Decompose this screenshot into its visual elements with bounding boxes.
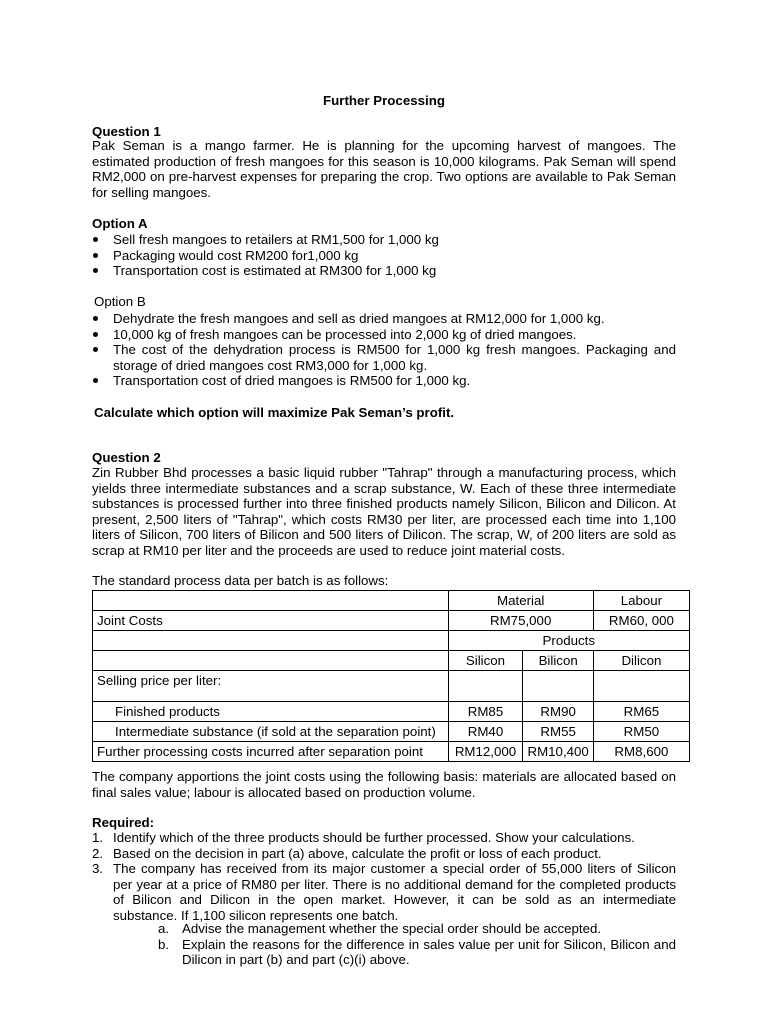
item-text: Advise the management whether the special order should be accepted. (182, 921, 602, 936)
list-item: Dehydrate the fresh mangoes and sell as dried mangoes at RM12,000 for 1,000 kg. (92, 311, 676, 327)
list-item: The cost of the dehydration process is RM500 for 1,000 kg fresh mangoes. Packaging and storage of dried mangoes cost RM3,000 for 1,000 kg. (92, 342, 676, 373)
table-cell (93, 591, 449, 611)
table-cell (93, 651, 449, 671)
table-intro: The standard process data per batch is as follows: (92, 573, 389, 588)
item-text: Explain the reasons for the difference in sales value per unit for Silicon, Bilicon and Dilicon in part (b) and part (c)(i) above. (182, 936, 676, 967)
table-cell: RM12,000 (448, 742, 523, 762)
process-data-table (92, 590, 690, 762)
item-number: 2. (92, 845, 104, 861)
row-label: Further processing costs incurred after separation point (93, 742, 449, 762)
question-1-intro: Pak Seman is a mango farmer. He is planning for the upcoming harvest of mangoes. The estimated production of fresh mangoes for this season is 10,000 kilograms. Pak Seman will spend RM2,000 on pre-harvest expenses for preparing the crop. Two options are available to Pak Seman for selling mangoes. (92, 138, 676, 200)
option-b-heading: Option B (94, 294, 146, 309)
list-item: Transportation cost of dried mangoes is RM500 for 1,000 kg. (92, 373, 676, 389)
sub-question-item (158, 921, 676, 937)
table-row (93, 742, 690, 762)
joint-labour-cost: RM60, 000 (593, 611, 689, 631)
product-bilicon: Bilicon (523, 651, 593, 671)
sub-question-item (158, 937, 676, 968)
required-item (92, 861, 676, 923)
question-2-intro: Zin Rubber Bhd processes a basic liquid rubber "Tahrap" through a manufacturing process, which yields three intermediate substances and a scrap substance, W. Each of these three intermediate substances is processed further into three finished products namely Silicon, Bilicon and Dilicon. At present, 2,500 liters of "Tahrap", which costs RM30 per liter, are processed each time into 1,100 liters of Silicon, 700 liters of Bilicon and 500 liters of Dilicon. The scrap, W, of 200 liters are sold as scrap at RM10 per liter and the proceeds are used to reduce joint material costs. (92, 465, 676, 558)
table-cell: RM10,400 (523, 742, 593, 762)
list-item: 10,000 kg of fresh mangoes can be processed into 2,000 kg of dried mangoes. (92, 327, 676, 343)
table-cell (593, 671, 689, 702)
table-cell: RM40 (448, 722, 523, 742)
row-label: Finished products (93, 702, 449, 722)
item-text: Identify which of the three products should be further processed. Show your calculations. (113, 830, 635, 845)
option-a-list (92, 232, 676, 279)
table-cell: RM85 (448, 702, 523, 722)
joint-material-cost: RM75,000 (448, 611, 593, 631)
item-number: 1. (92, 830, 104, 845)
product-silicon: Silicon (448, 651, 523, 671)
question-2-heading: Question 2 (92, 450, 161, 465)
table-cell (448, 671, 523, 702)
table-cell: RM90 (523, 702, 593, 722)
item-text: The company has received from its major customer a special order of 55,000 liters of Silicon per year at a price of RM80 per liter. There is no additional demand for the completed products of Bilicon and Dilicon in the open market. However, it can be sold as an intermediate substance. If 1,100 silicon represents one batch. (113, 861, 676, 923)
question-1-heading: Question 1 (92, 124, 161, 139)
selling-price-label: Selling price per liter: (93, 671, 449, 702)
page-title: Further Processing (323, 93, 445, 108)
question-1-task: Calculate which option will maximize Pak Seman’s profit. (94, 405, 455, 420)
table-row (93, 722, 690, 742)
joint-costs-label: Joint Costs (93, 611, 449, 631)
apportion-basis: The company apportions the joint costs using the following basis: materials are allocated based on final sales value; labour is allocated based on production volume. (92, 769, 676, 800)
option-a-heading: Option A (92, 216, 148, 231)
material-header: Material (448, 591, 593, 611)
row-label: Intermediate substance (if sold at the separation point) (93, 722, 449, 742)
item-number: 3. (92, 861, 104, 876)
required-heading: Required: (92, 815, 155, 830)
list-item: Sell fresh mangoes to retailers at RM1,500 for 1,000 kg (92, 232, 676, 248)
list-item: Transportation cost is estimated at RM300 for 1,000 kg (92, 263, 676, 279)
option-b-list (92, 311, 676, 389)
list-item: Packaging would cost RM200 for1,000 kg (92, 248, 676, 264)
product-dilicon: Dilicon (593, 651, 689, 671)
table-cell (523, 671, 593, 702)
item-text: Based on the decision in part (a) above, calculate the profit or loss of each product. (113, 845, 602, 861)
item-letter: a. (158, 921, 170, 936)
table-cell: RM50 (593, 722, 689, 742)
item-letter: b. (158, 936, 170, 952)
table-cell: RM8,600 (593, 742, 689, 762)
table-cell: RM65 (593, 702, 689, 722)
table-row (93, 702, 690, 722)
table-cell (93, 631, 449, 651)
required-item (92, 830, 676, 846)
table-cell: RM55 (523, 722, 593, 742)
labour-header: Labour (593, 591, 689, 611)
required-item (92, 846, 676, 862)
required-list (92, 830, 676, 923)
sub-question-list (158, 921, 676, 968)
products-header: Products (448, 631, 689, 651)
